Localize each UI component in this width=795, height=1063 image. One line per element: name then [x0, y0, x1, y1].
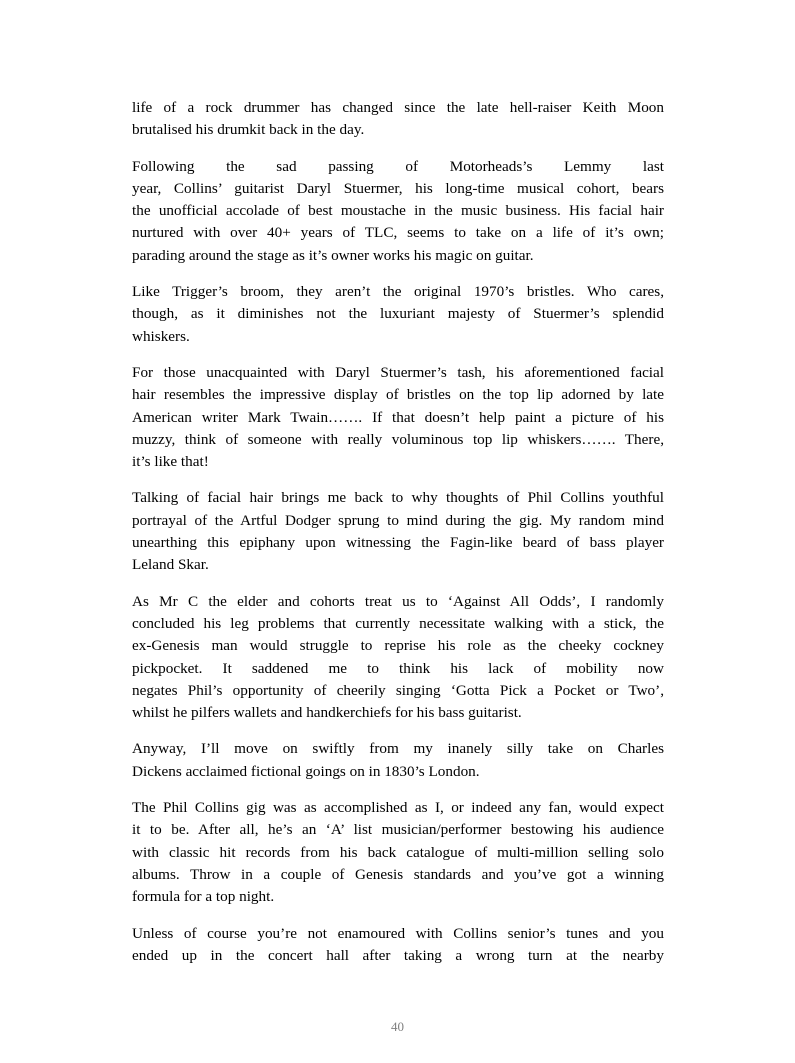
text-line: the unofficial accolade of best moustache in the music business. His facial hair — [132, 202, 664, 220]
page-number: 40 — [391, 1019, 404, 1034]
text-line: whilst he pilfers wallets and handkerchiefs for his bass guitarist. — [132, 704, 522, 722]
paragraph-4 — [132, 362, 664, 473]
text-line: As Mr C the elder and cohorts treat us to ‘Against All Odds’, I randomly — [132, 592, 664, 610]
text-line: formula for a top night. — [132, 888, 275, 906]
text-line: Dickens acclaimed fictional goings on in 1830’s London. — [132, 762, 480, 780]
text-line: albums. Throw in a couple of Genesis standards and you’ve got a winning — [132, 865, 664, 883]
text-line: For those unacquainted with Daryl Stuermer’s tash, his aforementioned facial — [132, 363, 664, 381]
paragraph-3 — [132, 281, 664, 348]
paragraph-8 — [132, 797, 664, 908]
text-line: year, Collins’ guitarist Daryl Stuermer, his long-time musical cohort, bears — [132, 179, 664, 197]
text-line: portrayal of the Artful Dodger sprung to mind during the gig. My random mind — [132, 511, 664, 529]
text-line: Like Trigger’s broom, they aren’t the original 1970’s bristles. Who cares, — [132, 283, 664, 301]
text-line: hair resembles the impressive display of bristles on the top lip adorned by late — [132, 386, 664, 404]
paragraph-5 — [132, 487, 664, 576]
paragraph-9 — [132, 923, 664, 968]
text-line: Talking of facial hair brings me back to why thoughts of Phil Collins youthful — [132, 489, 664, 507]
text-line: concluded his leg problems that currently necessitate walking with a stick, the — [132, 614, 664, 632]
text-line: ended up in the concert hall after taking a wrong turn at the nearby — [132, 946, 664, 964]
paragraph-2 — [132, 156, 664, 267]
text-line: Leland Skar. — [132, 556, 209, 574]
text-line: Following the sad passing of Motorheads’s Lemmy last — [132, 157, 664, 175]
text-line: it to be. After all, he’s an ‘A’ list musician/performer bestowing his audience — [132, 821, 664, 839]
text-line: muzzy, think of someone with really voluminous top lip whiskers……. There, — [132, 430, 664, 448]
paragraph-6 — [132, 591, 664, 725]
text-line: brutalised his drumkit back in the day. — [132, 121, 365, 139]
text-line: whiskers. — [132, 327, 190, 345]
text-line: ex-Genesis man would struggle to reprise his role as the cheeky cockney — [132, 637, 664, 655]
paragraph-7 — [132, 738, 664, 783]
text-line: parading around the stage as it’s owner works his magic on guitar. — [132, 246, 534, 264]
paragraph-1 — [132, 97, 664, 142]
text-line: unearthing this epiphany upon witnessing the Fagin-like beard of bass player — [132, 534, 664, 552]
text-line: negates Phil’s opportunity of cheerily singing ‘Gotta Pick a Pocket or Two’, — [132, 681, 664, 699]
body-text — [132, 97, 664, 981]
text-line: American writer Mark Twain……. If that doesn’t help paint a picture of his — [132, 408, 664, 426]
text-line: nurtured with over 40+ years of TLC, seems to take on a life of it’s own; — [132, 224, 664, 242]
text-line: though, as it diminishes not the luxuriant majesty of Stuermer’s splendid — [132, 305, 664, 323]
text-line: with classic hit records from his back catalogue of multi-million selling solo — [132, 843, 664, 861]
text-line: it’s like that! — [132, 453, 209, 471]
text-line: Unless of course you’re not enamoured with Collins senior’s tunes and you — [132, 924, 664, 942]
text-line: Anyway, I’ll move on swiftly from my inanely silly take on Charles — [132, 740, 664, 758]
text-line: The Phil Collins gig was as accomplished as I, or indeed any fan, would expect — [132, 799, 664, 817]
text-line: pickpocket. It saddened me to think his lack of mobility now — [132, 659, 664, 677]
text-line: life of a rock drummer has changed since the late hell-raiser Keith Moon — [132, 99, 664, 116]
